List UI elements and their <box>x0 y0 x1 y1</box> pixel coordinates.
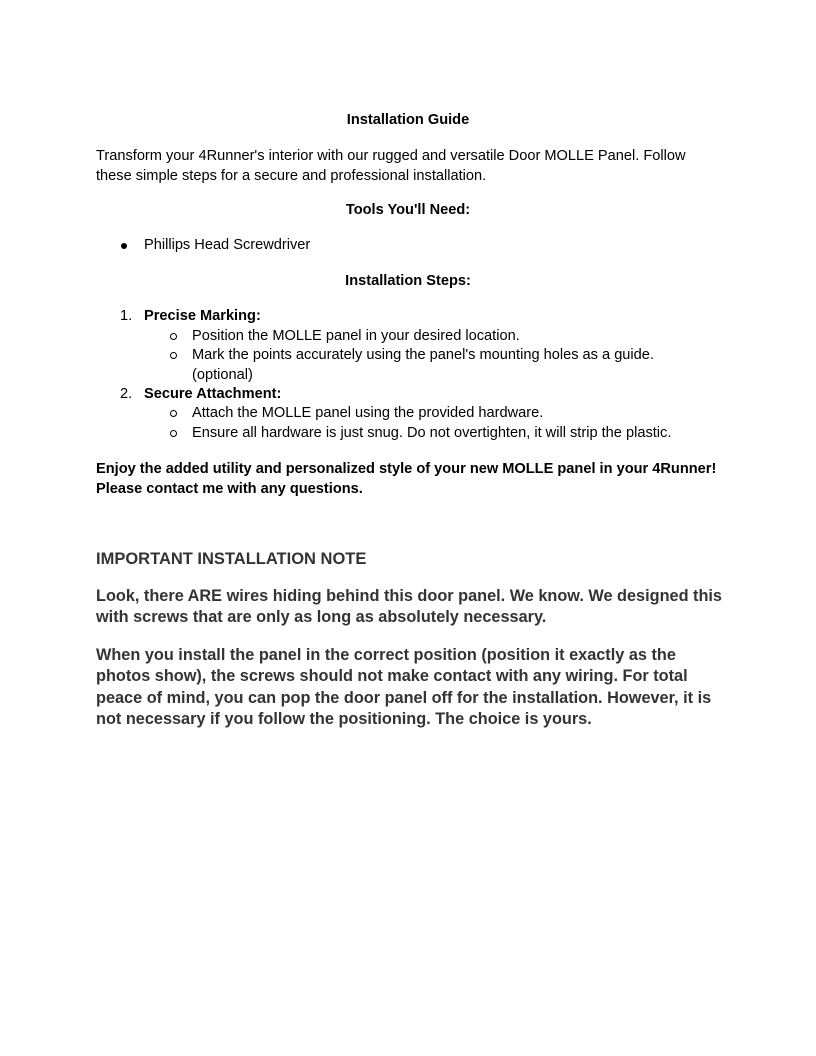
tools-heading: Tools You'll Need: <box>345 202 471 218</box>
steps-heading: Installation Steps: <box>345 273 471 289</box>
substep-item: Mark the points accurately using the panel's mounting holes as a guide. (optional) <box>192 347 654 383</box>
circle-bullet-icon <box>170 404 177 424</box>
page-title: Installation Guide <box>346 112 470 128</box>
step-number: 1. <box>120 308 133 324</box>
circle-bullet-icon <box>170 346 177 366</box>
step-number: 2. <box>120 386 133 402</box>
substep-item: Ensure all hardware is just snug. Do not overtighten, it will strip the plastic. <box>192 425 672 441</box>
step-title: Precise Marking: <box>144 308 261 324</box>
tool-item: Phillips Head Screwdriver <box>144 237 311 253</box>
substep-item: Attach the MOLLE panel using the provided hardware. <box>192 405 544 421</box>
step-title: Secure Attachment: <box>144 386 282 402</box>
intro-paragraph: Transform your 4Runner's interior with our rugged and versatile Door MOLLE Panel. Follow these simple steps for a secure and professional installation. <box>96 148 686 184</box>
circle-bullet-icon <box>170 424 177 444</box>
bullet-icon <box>121 236 127 256</box>
note-paragraph: When you install the panel in the correct position (position it exactly as the photos show), the screws should not make contact with any wiring. For total peace of mind, you can pop the door panel off for the installation. However, it is not necessary if you follow the positioning. The choice is yours. <box>96 646 712 728</box>
note-paragraph: Look, there ARE wires hiding behind this door panel. We know. We designed this with screws that are only as long as absolutely necessary. <box>96 587 722 627</box>
note-title: IMPORTANT INSTALLATION NOTE <box>96 550 367 568</box>
closing-paragraph: Enjoy the added utility and personalized style of your new MOLLE panel in your 4Runner! Please contact me with any questions. <box>96 461 717 497</box>
circle-bullet-icon <box>170 327 177 347</box>
substep-item: Position the MOLLE panel in your desired location. <box>192 328 520 344</box>
